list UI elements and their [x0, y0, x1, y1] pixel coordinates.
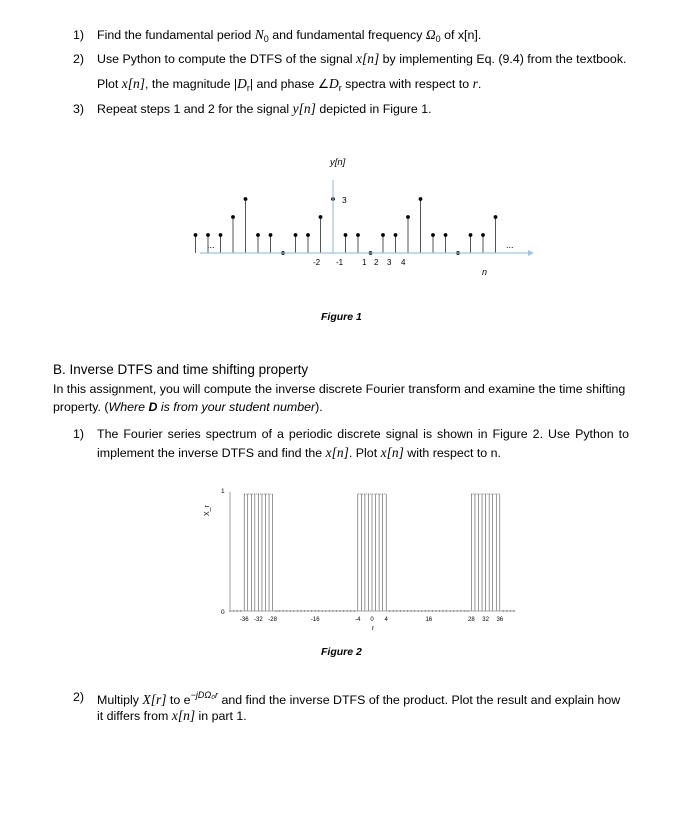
figure-1-tick-4: 4 [401, 258, 406, 267]
figure-1-stem-point [269, 233, 273, 237]
figure-1-stem-point [444, 233, 448, 237]
figure-1-stem-point [206, 233, 210, 237]
figure-2-xtick: 4 [384, 617, 388, 623]
figure-2-xtick: 32 [482, 617, 489, 623]
b-item-1-number: 1) [73, 427, 85, 441]
figure-2-xtick: -16 [310, 617, 320, 623]
figure-1-ellipsis-right: ... [506, 240, 514, 250]
figure-2-x-ticks [240, 617, 504, 623]
figure-1-tick-minus-2: -2 [313, 258, 321, 267]
figure-1-stems [194, 197, 498, 255]
figure-2-xtick: -32 [254, 617, 263, 623]
figure-2-plot [195, 480, 530, 630]
figure-2-xlabel: r [372, 625, 375, 630]
figure-1-stem-point [306, 233, 310, 237]
figure-1-xlabel: n [482, 267, 488, 277]
figure-1-stem-point [406, 215, 410, 219]
figure-2-xtick: -36 [239, 617, 249, 623]
figure-1-stem-point [419, 197, 423, 201]
figure-2-stems [229, 494, 514, 612]
b-item-2-number: 2) [73, 690, 85, 704]
figure-1-x-arrow [528, 250, 534, 256]
figure-1-stem-point [244, 197, 248, 201]
figure-2-ytick-0: 0 [221, 609, 225, 616]
figure-1-plot [190, 150, 540, 290]
figure-1-stem-point [381, 233, 385, 237]
figure-2-xtick: -28 [268, 617, 277, 623]
figure-1-ellipsis-left: ... [207, 240, 215, 250]
figure-1-tick-2: 2 [374, 258, 379, 267]
b-item-1-line-1: The Fourier series spectrum of a periodic discrete signal is shown in Figure 2. Use Python to [97, 427, 629, 441]
figure-1-stem-point [194, 233, 198, 237]
figure-1-tick-3: 3 [387, 258, 392, 267]
figure-1-stem-point [319, 215, 323, 219]
b-item-1-line-2: implement the inverse DTFS and find the x[n]. Plot x[n] with respect to n. [97, 445, 501, 460]
figure-1-tick-1: 1 [362, 258, 367, 267]
figure-2-xtick: 16 [425, 617, 433, 623]
figure-1-stem-point [469, 233, 473, 237]
figure-2-zero-point [513, 610, 514, 611]
figure-1-stem-point [344, 233, 348, 237]
figure-1-stem-point [356, 233, 360, 237]
figure-2-xtick: 28 [468, 617, 475, 623]
figure-2-ylabel: X_r [204, 505, 211, 516]
figure-1-stem-point [219, 233, 223, 237]
figure-1-ylabel: y[n] [330, 157, 346, 168]
figure-2-xtick: 36 [496, 617, 504, 623]
figure-2-xtick: -4 [355, 617, 361, 623]
figure-1-stem-point [294, 233, 298, 237]
figure-1-stem-point [431, 233, 435, 237]
b-item-2-line-1: Multiply X[r] to $e^{-jD\Omega_0r}$ and find the inverse DTFS of the product. Plot the result and explain how [97, 690, 621, 707]
figure-1-caption: Figure 1 [321, 311, 362, 323]
section-b-title: B. Inverse DTFS and time shifting property [53, 362, 309, 377]
figure-1-stem-point [481, 233, 485, 237]
figure-1-stem-point [394, 233, 398, 237]
figure-1-tick-minus-1: -1 [336, 258, 344, 267]
figure-2-xtick: 0 [370, 617, 374, 623]
figure-1-stem-point [256, 233, 260, 237]
figure-1-stem-point [231, 215, 235, 219]
figure-1-stem-point [494, 215, 498, 219]
section-b-intro-line-2: property. (Where D is from your student number). [53, 400, 323, 414]
figure-2-caption: Figure 2 [321, 646, 362, 658]
figure-2-ytick-1: 1 [221, 488, 225, 495]
b-item-2-line-2: it differs from x[n] in part 1. [97, 708, 247, 723]
section-b-intro-line-1: In this assignment, you will compute the inverse discrete Fourier transform and examine the time shifting [53, 382, 626, 396]
figure-1-peak-label: 3 [342, 195, 347, 205]
